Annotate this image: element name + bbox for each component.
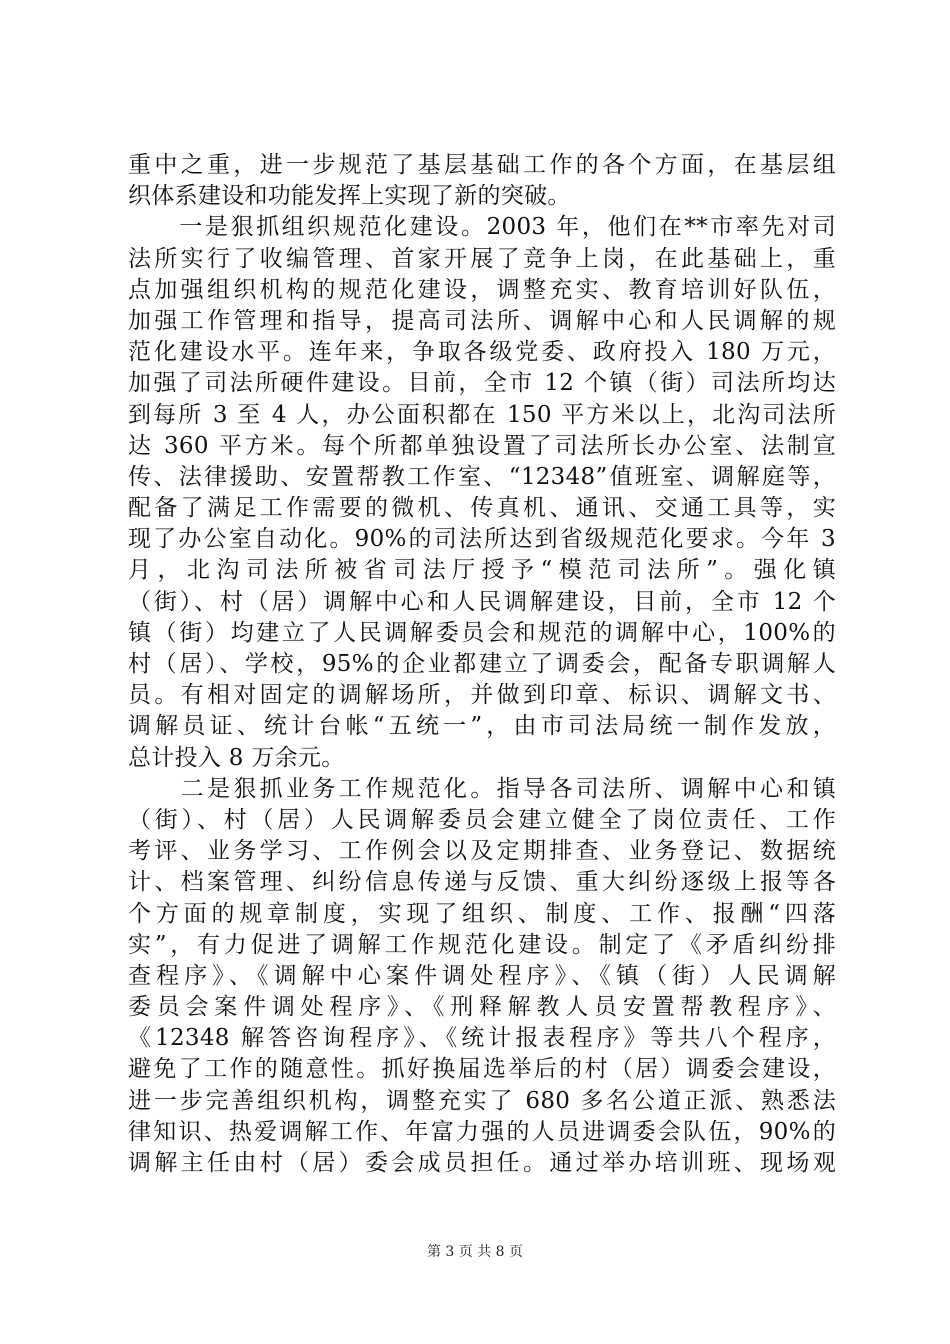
text-line: 调解主任由村（居）委会成员担任。通过举办培训班、现场观 — [128, 1150, 836, 1176]
page-footer: 第 3 页 共 8 页 — [426, 1244, 524, 1260]
text-line: 法所实行了收编管理、首家开展了竞争上岗，在此基础上，重 — [128, 245, 836, 272]
text-line: 达 360 平方米。每个所都单独设置了司法所长办公室、法制宣 — [128, 432, 836, 459]
text-line: 律知识、热爱调解工作、年富力强的人员进调委会队伍，90%的 — [128, 1118, 836, 1145]
text-line: 点加强组织机构的规范化建设，调整充实、教育培训好队伍， — [128, 276, 836, 303]
text-line: 加强了司法所硬件建设。目前，全市 12 个镇（街）司法所均达 — [128, 370, 836, 397]
text-line: 加强工作管理和指导，提高司法所、调解中心和人民调解的规 — [128, 307, 836, 334]
text-line: 二是狠抓业务工作规范化。指导各司法所、调解中心和镇 — [128, 775, 836, 802]
document-body — [128, 150, 836, 1179]
text-line: 镇（街）均建立了人民调解委员会和规范的调解中心，100%的 — [128, 619, 836, 646]
text-line: （街）、村（居）人民调解委员会建立健全了岗位责任、工作 — [128, 806, 836, 833]
text-line: 一是狠抓组织规范化建设。2003 年，他们在**市率先对司 — [128, 214, 836, 241]
text-line: 避免了工作的随意性。抓好换届选举后的村（居）调委会建设， — [128, 1056, 836, 1083]
text-line: 范化建设水平。连年来，争取各级党委、政府投入 180 万元， — [128, 339, 836, 366]
text-line: 配备了满足工作需要的微机、传真机、通讯、交通工具等，实 — [128, 495, 836, 522]
text-line: 传、法律援助、安置帮教工作室、“12348”值班室、调解庭等， — [128, 463, 836, 490]
text-line: 月，北沟司法所被省司法厅授予“模范司法所”。强化镇 — [128, 557, 836, 584]
text-line: 实”，有力促进了调解工作规范化建设。制定了《矛盾纠纷排 — [128, 931, 836, 958]
text-line: 调解员证、统计台帐“五统一”，由市司法局统一制作发放， — [128, 713, 836, 740]
text-line: 个方面的规章制度，实现了组织、制度、工作、报酬“四落 — [128, 900, 836, 927]
text-line: 村（居）、学校，95%的企业都建立了调委会，配备专职调解人 — [128, 651, 836, 677]
text-line: 织体系建设和功能发挥上实现了新的突破。 — [128, 183, 571, 210]
text-line: 进一步完善组织机构，调整充实了 680 多名公道正派、熟悉法 — [128, 1087, 836, 1114]
text-line: （街）、村（居）调解中心和人民调解建设，目前，全市 12 个 — [128, 588, 836, 615]
text-line: 《12348 解答咨询程序》、《统计报表程序》等共八个程序， — [128, 1025, 836, 1052]
text-line: 重中之重，进一步规范了基层基础工作的各个方面，在基层组 — [128, 152, 836, 178]
text-line: 总计投入 8 万余元。 — [128, 744, 345, 771]
text-line: 查程序》、《调解中心案件调处程序》、《镇（街）人民调解 — [128, 962, 836, 989]
text-line: 员。有相对固定的调解场所，并做到印章、标识、调解文书、 — [128, 682, 836, 709]
text-line: 考评、业务学习、工作例会以及定期排查、业务登记、数据统 — [128, 838, 836, 865]
text-line: 现了办公室自动化。90%的司法所达到省级规范化要求。今年 3 — [128, 526, 836, 553]
text-line: 委员会案件调处程序》、《刑释解教人员安置帮教程序》、 — [128, 994, 836, 1021]
text-line: 计、档案管理、纠纷信息传递与反馈、重大纠纷逐级上报等各 — [128, 869, 836, 896]
text-line: 到每所 3 至 4 人，办公面积都在 150 平方米以上，北沟司法所 — [128, 401, 836, 428]
